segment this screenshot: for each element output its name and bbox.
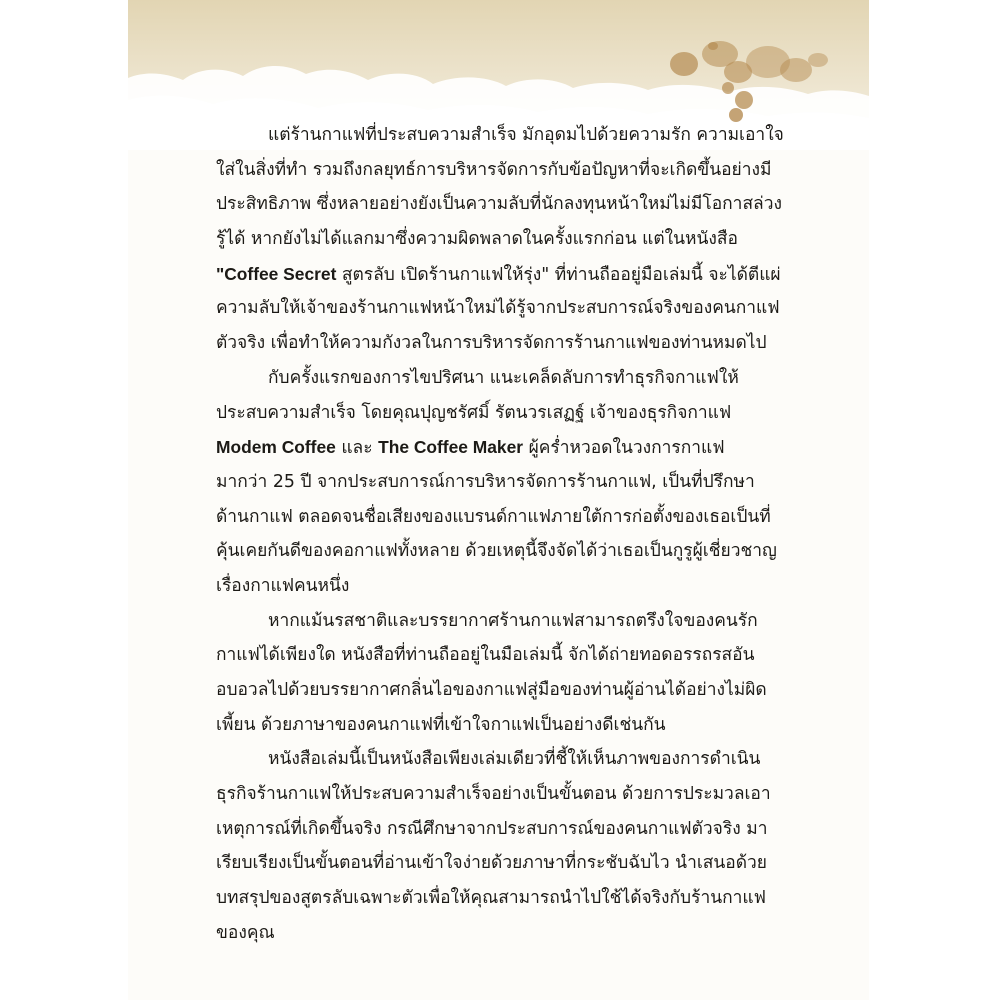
text-line [216, 604, 808, 639]
latin-term: "Coffee Secret [216, 263, 337, 284]
text-segment: สูตรลับ เปิดร้านกาแฟให้รุ่ง" ที่ท่านถืออยู่มือเล่มนี้ จะได้ตีแผ่ [336, 264, 781, 285]
paragraph [216, 742, 808, 950]
text-segment: คุ้นเคยกันดีของคอกาแฟทั้งหลาย ด้วยเหตุนี้จึงจัดได้ว่าเธอเป็นกูรูผู้เชี่ยวชาญ [216, 541, 777, 562]
text-line [216, 812, 808, 847]
text-segment: ตัวจริง เพื่อทำให้ความกังวลในการบริหารจัดการร้านกาแฟของท่านหมดไป [216, 333, 767, 354]
text-line [216, 396, 808, 431]
text-segment: ด้านกาแฟ ตลอดจนชื่อเสียงของแบรนด์กาแฟภายใต้การก่อตั้งของเธอเป็นที่ [216, 506, 771, 527]
text-segment: ประสิทธิภาพ ซึ่งหลายอย่างยังเป็นความลับที่นักลงทุนหน้าใหม่ไม่มีโอกาสล่วง [216, 194, 782, 215]
text-segment: ประสบความสำเร็จ โดยคุณปุญชรัศมิ์ รัตนวรเสฏฐ์ เจ้าของธุรกิจกาแฟ [216, 402, 732, 423]
paragraph [216, 361, 808, 604]
text-line [216, 777, 808, 812]
text-line [216, 465, 808, 500]
text-line [216, 500, 808, 535]
text-line [216, 222, 808, 257]
paragraph [216, 118, 808, 361]
text-line [216, 638, 808, 673]
text-line [216, 291, 808, 326]
paragraph [216, 604, 808, 743]
text-segment: ความลับให้เจ้าของร้านกาแฟหน้าใหม่ได้รู้จากประสบการณ์จริงของคนกาแฟ [216, 298, 780, 319]
text-segment: หนังสือเล่มนี้เป็นหนังสือเพียงเล่มเดียวที่ชี้ให้เห็นภาพของการดำเนิน [268, 749, 761, 770]
latin-term: The Coffee Maker [378, 437, 524, 458]
text-line [216, 846, 808, 881]
text-segment: รู้ได้ หากยังไม่ได้แลกมาซึ่งความผิดพลาดในครั้งแรกก่อน แต่ในหนังสือ [216, 229, 738, 250]
text-line [216, 916, 808, 951]
text-line [216, 326, 808, 361]
text-line [216, 118, 808, 153]
body-text [216, 118, 808, 951]
book-page [128, 0, 869, 1000]
text-line [216, 708, 808, 743]
text-segment: มากว่า 25 ปี จากประสบการณ์การบริหารจัดการร้านกาแฟ, เป็นที่ปรึกษา [216, 471, 755, 492]
text-line [216, 361, 808, 396]
text-segment: แต่ร้านกาแฟที่ประสบความสำเร็จ มักอุดมไปด้วยความรัก ความเอาใจ [268, 125, 784, 145]
text-segment: บทสรุปของสูตรลับเฉพาะตัวเพื่อให้คุณสามารถนำไปใช้ได้จริงกับร้านกาแฟ [216, 888, 766, 909]
latin-term: Modem Coffee [216, 437, 336, 458]
text-line [216, 673, 808, 708]
text-line [216, 534, 808, 569]
text-segment: กับครั้งแรกของการไขปริศนา แนะเคล็ดลับการทำธุรกิจกาแฟให้ [268, 367, 739, 388]
text-line [216, 881, 808, 916]
text-segment: หากแม้นรสชาติและบรรยากาศร้านกาแฟสามารถตรึงใจของคนรัก [268, 610, 758, 631]
text-segment: เพี้ยน ด้วยภาษาของคนกาแฟที่เข้าใจกาแฟเป็นอย่างดีเช่นกัน [216, 714, 666, 735]
text-line [216, 153, 808, 188]
text-segment: เรียบเรียงเป็นขั้นตอนที่อ่านเข้าใจง่ายด้วยภาษาที่กระชับฉับไว นำเสนอด้วย [216, 853, 767, 874]
text-segment: ใส่ในสิ่งที่ทำ รวมถึงกลยุทธ์การบริหารจัดการกับข้อปัญหาที่จะเกิดขึ้นอย่างมี [216, 159, 772, 180]
text-line [216, 742, 808, 777]
text-line [216, 430, 808, 465]
text-segment: และ [335, 438, 379, 459]
text-line [216, 187, 808, 222]
text-segment: เหตุการณ์ที่เกิดขึ้นจริง กรณีศึกษาจากประสบการณ์ของคนกาแฟตัวจริง มา [216, 818, 768, 839]
text-line [216, 257, 808, 292]
text-segment: ของคุณ [216, 922, 275, 943]
text-line [216, 569, 808, 604]
text-segment: ผู้คร่ำหวอดในวงการกาแฟ [523, 438, 725, 459]
text-segment: อบอวลไปด้วยบรรยากาศกลิ่นไอของกาแฟสู่มือของท่านผู้อ่านได้อย่างไม่ผิด [216, 680, 767, 700]
text-segment: ธุรกิจร้านกาแฟให้ประสบความสำเร็จอย่างเป็นขั้นตอน ด้วยการประมวลเอา [216, 784, 771, 805]
text-segment: เรื่องกาแฟคนหนึ่ง [216, 575, 350, 596]
text-segment: กาแฟได้เพียงใด หนังสือที่ท่านถืออยู่ในมือเล่มนี้ จักได้ถ่ายทอดอรรถรสอัน [216, 645, 755, 666]
